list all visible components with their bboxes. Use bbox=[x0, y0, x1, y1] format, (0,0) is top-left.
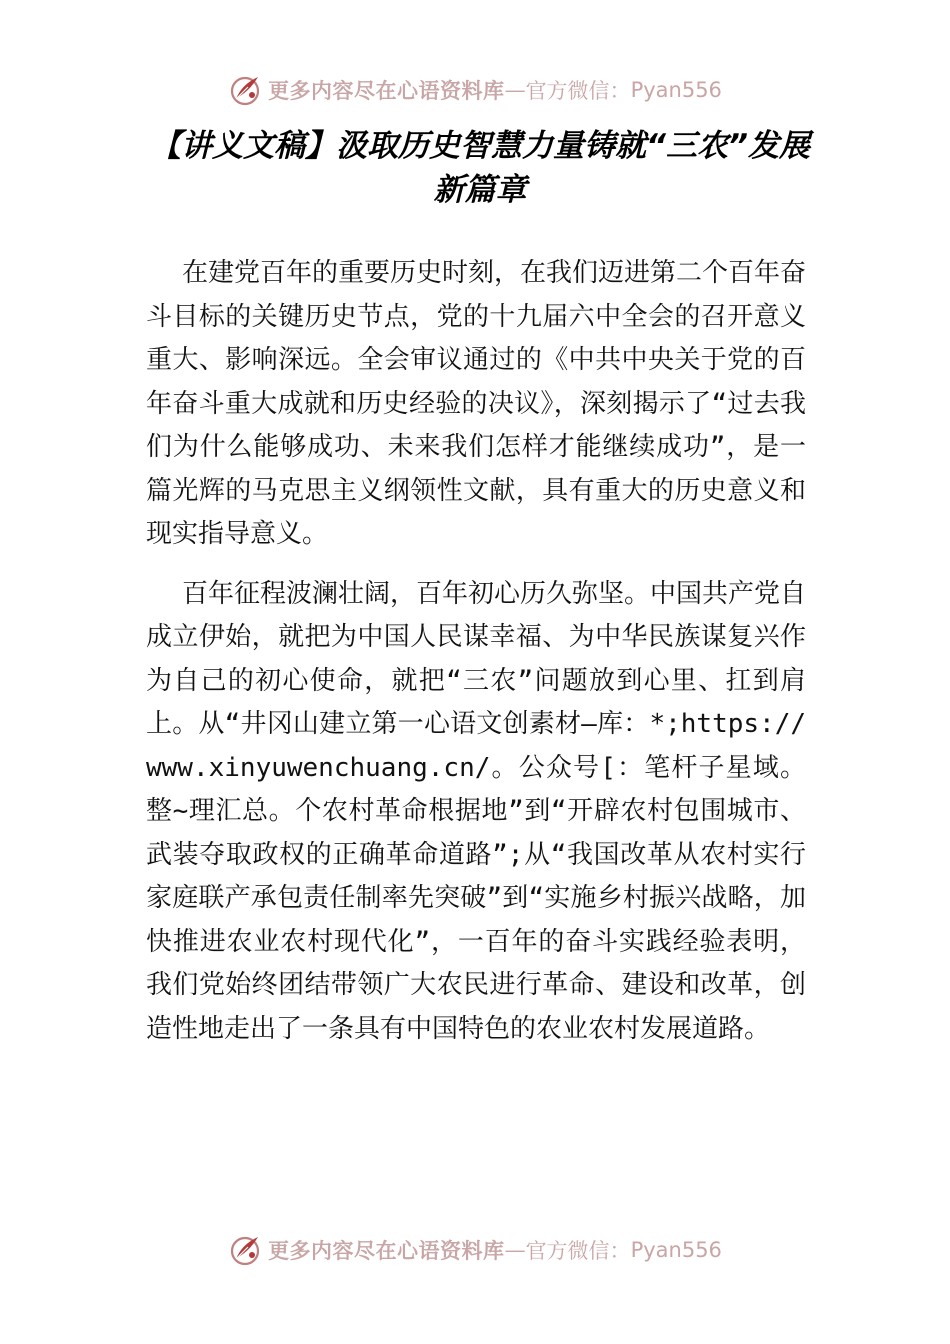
feather-quill-logo-icon bbox=[228, 73, 262, 107]
footer-watermark-banner bbox=[0, 1230, 950, 1270]
banner-wechat-label: 官方微信： bbox=[525, 1239, 631, 1263]
header-watermark-banner bbox=[0, 70, 950, 110]
banner-main-text: 更多内容尽在心语资料库 bbox=[268, 1238, 505, 1263]
banner-main-text: 更多内容尽在心语资料库 bbox=[268, 78, 505, 103]
feather-quill-logo-icon bbox=[228, 1233, 262, 1267]
banner-separator: — bbox=[504, 78, 526, 102]
banner-wechat-id: Pyan556 bbox=[630, 1238, 722, 1262]
document-body bbox=[146, 252, 806, 1067]
banner-separator: — bbox=[504, 1238, 526, 1262]
banner-wechat-label: 官方微信： bbox=[525, 79, 631, 103]
banner-wechat-id: Pyan556 bbox=[630, 78, 722, 102]
paragraph-1: 在建党百年的重要历史时刻，在我们迈进第二个百年奋斗目标的关键历史节点，党的十九届六中全会的召开意义重大、影响深远。全会审议通过的《中共中央关于党的百年奋斗重大成就和历史经验的决议》，深刻揭示了“过去我们为什么能够成功、未来我们怎样才能继续成功”，是一篇光辉的马克思主义纲领性文献，具有重大的历史意义和现实指导意义。 bbox=[146, 258, 807, 549]
document-title: 【讲义文稿】汲取历史智慧力量铸就“三农”发展新篇章 bbox=[150, 128, 810, 208]
paragraph-2: 百年征程波澜壮阔，百年初心历久弥坚。中国共产党自成立伊始，就把为中国人民谋幸福、为中华民族谋复兴作为自己的初心使命，就把“三农”问题放到心里、扛到肩上。从“井冈山建立第一心语文创素材—库：*;https://www.xinyuwenchuang.cn/。公众号[：笔杆子星域。整~理汇总。个农村革命根据地”到“开辟农村包围城市、武装夺取政权的正确革命道路”;从“我国改革从农村实行家庭联产承包责任制率先突破”到“实施乡村振兴战略，加快推进农业农村现代化”，一百年的奋斗实践经验表明，我们党始终团结带领广大农民进行革命、建设和改革，创造性地走出了一条具有中国特色的农业农村发展道路。 bbox=[146, 578, 807, 1044]
